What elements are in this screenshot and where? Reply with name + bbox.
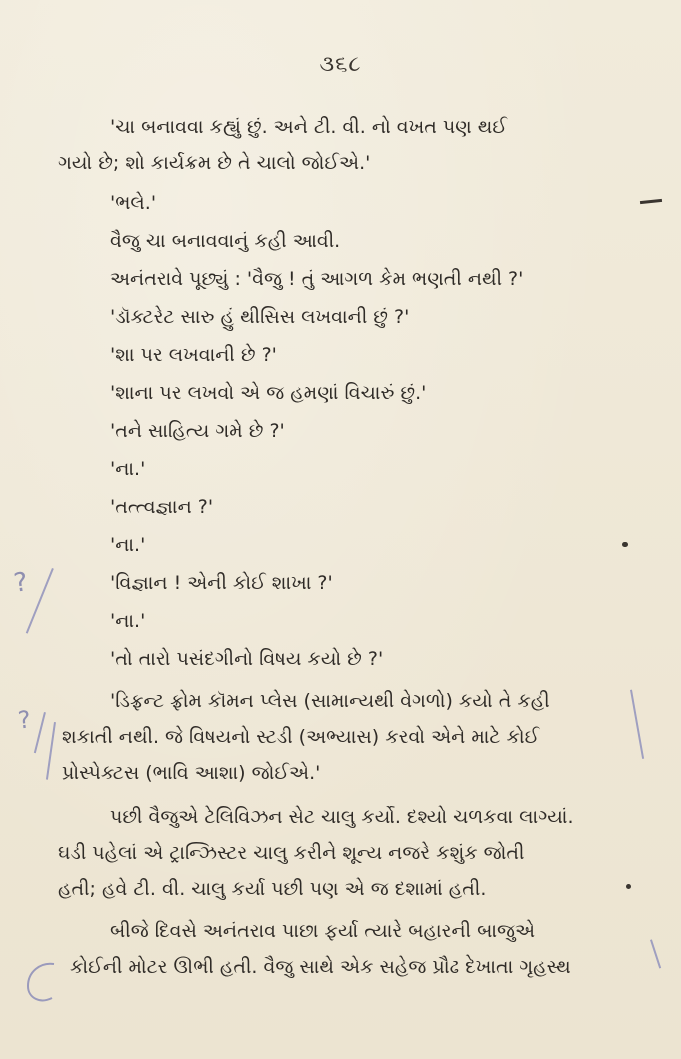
ink-speck: [626, 884, 631, 889]
text-line: 'ડિફ્રન્ટ ફ્રોમ કૉમન પ્લેસ (સામાન્યથી વેગળો) કયો તે કહી: [110, 690, 550, 712]
text-line: 'તત્ત્વજ્ઞાન ?': [110, 496, 214, 518]
text-line: હતી; હવે ટી. વી. ચાલુ કર્યા પછી પણ એ જ દશામાં હતી.: [58, 878, 487, 900]
text-line: બીજે દિવસે અનંતરાવ પાછા ફર્યા ત્યારે બહારની બાજુએ: [110, 920, 536, 942]
text-line: 'વિજ્ઞાન ! એની કોઈ શાખા ?': [110, 572, 333, 594]
text-line: 'ના.': [110, 610, 146, 632]
text-line: 'તો તારો પસંદગીનો વિષય કયો છે ?': [110, 648, 384, 670]
text-line: 'ભલે.': [110, 192, 157, 214]
margin-note-question: ?: [11, 567, 30, 599]
text-line: 'શા પર લખવાની છે ?': [110, 344, 277, 366]
text-line: શકાતી નથી. જે વિષયનો સ્ટડી (અભ્યાસ) કરવો એને માટે કોઈ: [62, 726, 540, 748]
text-line: ઘડી પહેલાં એ ટ્રાન્ઝિસ્ટર ચાલુ કરીને શૂન્ય નજરે કશુંક જોતી: [58, 842, 525, 864]
page-number: ૩૬૮: [319, 52, 362, 77]
text-line: 'ચા બનાવવા કહ્યું છું. અને ટી. વી. નો વખત પણ થઈ: [110, 116, 508, 138]
text-line: 'તને સાહિત્ય ગમે છે ?': [110, 420, 285, 442]
text-line: કોઈની મોટર ઊભી હતી. વૈજુ સાથે એક સહેજ પ્રૌઢ દેખાતા ગૃહસ્થ: [70, 956, 571, 978]
pencil-circle-mark: [22, 958, 62, 1008]
margin-note-question: ?: [16, 705, 33, 735]
text-line: 'શાના પર લખવો એ જ હમણાં વિચારું છું.': [110, 382, 427, 404]
ink-speck: [622, 542, 628, 547]
text-line: 'ના.': [110, 458, 146, 480]
text-line: 'ના.': [110, 534, 146, 556]
text-line: ગયો છે; શો કાર્યક્રમ છે તે ચાલો જોઈએ.': [58, 152, 371, 174]
text-line: પ્રોસ્પેક્ટસ (ભાવિ આશા) જોઈએ.': [62, 762, 321, 784]
text-line: અનંતરાવે પૂછ્યું : 'વૈજુ ! તું આગળ કેમ ભણતી નથી ?': [110, 268, 524, 290]
text-line: પછી વૈજુએ ટેલિવિઝન સેટ ચાલુ કર્યો. દશ્યો ચળકવા લાગ્યાં.: [110, 806, 574, 828]
text-line: 'ડૉક્ટરેટ સારુ હું થીસિસ લખવાની છું ?': [110, 306, 410, 328]
text-line: વૈજુ ચા બનાવવાનું કહી આવી.: [110, 230, 341, 252]
